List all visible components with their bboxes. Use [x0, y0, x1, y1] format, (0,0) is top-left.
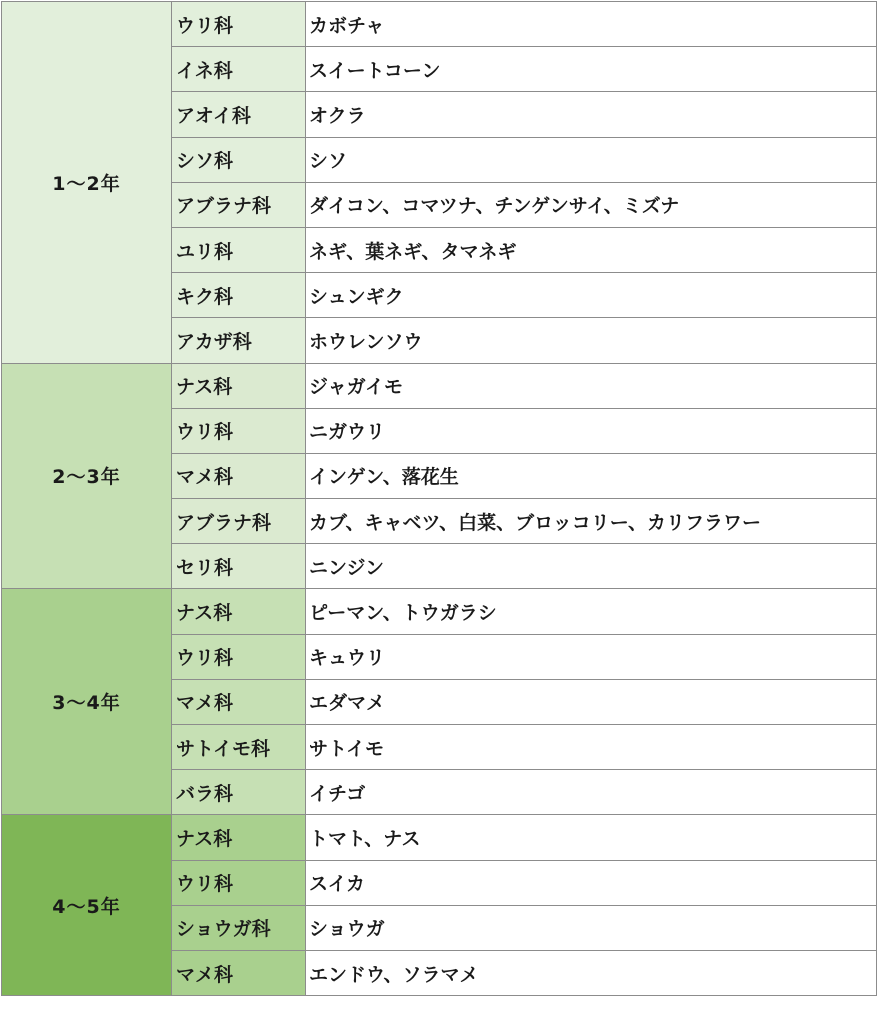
- vegetables-cell: シュンギク: [306, 273, 877, 318]
- plant-family-cell: ウリ科: [172, 408, 306, 453]
- vegetables-cell: スイートコーン: [306, 47, 877, 92]
- table-row: [2, 589, 877, 634]
- vegetables-cell: ニンジン: [306, 544, 877, 589]
- plant-family-cell: ナス科: [172, 815, 306, 860]
- vegetables-cell: ホウレンソウ: [306, 318, 877, 363]
- vegetables-cell: カボチャ: [306, 2, 877, 47]
- vegetables-cell: ニガウリ: [306, 408, 877, 453]
- plant-family-cell: ウリ科: [172, 2, 306, 47]
- plant-family-cell: マメ科: [172, 950, 306, 995]
- vegetables-cell: インゲン、落花生: [306, 453, 877, 498]
- vegetables-cell: キュウリ: [306, 634, 877, 679]
- plant-family-cell: シソ科: [172, 137, 306, 182]
- crop-rotation-table: [1, 1, 877, 996]
- vegetables-cell: スイカ: [306, 860, 877, 905]
- plant-family-cell: アカザ科: [172, 318, 306, 363]
- rotation-period-cell: 3～4年: [2, 589, 172, 815]
- vegetables-cell: イチゴ: [306, 770, 877, 815]
- vegetables-cell: ジャガイモ: [306, 363, 877, 408]
- table-row: [2, 2, 877, 47]
- plant-family-cell: アブラナ科: [172, 499, 306, 544]
- vegetables-cell: トマト、ナス: [306, 815, 877, 860]
- plant-family-cell: ナス科: [172, 363, 306, 408]
- vegetables-cell: シソ: [306, 137, 877, 182]
- plant-family-cell: ウリ科: [172, 634, 306, 679]
- plant-family-cell: ウリ科: [172, 860, 306, 905]
- vegetables-cell: ピーマン、トウガラシ: [306, 589, 877, 634]
- plant-family-cell: ユリ科: [172, 227, 306, 272]
- plant-family-cell: イネ科: [172, 47, 306, 92]
- vegetables-cell: オクラ: [306, 92, 877, 137]
- plant-family-cell: セリ科: [172, 544, 306, 589]
- plant-family-cell: ナス科: [172, 589, 306, 634]
- plant-family-cell: マメ科: [172, 679, 306, 724]
- rotation-period-cell: 2～3年: [2, 363, 172, 589]
- vegetables-cell: ショウガ: [306, 905, 877, 950]
- plant-family-cell: キク科: [172, 273, 306, 318]
- vegetables-cell: エダマメ: [306, 679, 877, 724]
- vegetables-cell: ネギ、葉ネギ、タマネギ: [306, 227, 877, 272]
- rotation-period-cell: 4～5年: [2, 815, 172, 996]
- rotation-period-cell: 1～2年: [2, 2, 172, 364]
- table-row: [2, 815, 877, 860]
- plant-family-cell: アオイ科: [172, 92, 306, 137]
- vegetables-cell: ダイコン、コマツナ、チンゲンサイ、ミズナ: [306, 182, 877, 227]
- plant-family-cell: サトイモ科: [172, 725, 306, 770]
- table-body: [2, 2, 877, 996]
- plant-family-cell: マメ科: [172, 453, 306, 498]
- plant-family-cell: アブラナ科: [172, 182, 306, 227]
- plant-family-cell: バラ科: [172, 770, 306, 815]
- vegetables-cell: カブ、キャベツ、白菜、ブロッコリー、カリフラワー: [306, 499, 877, 544]
- table-row: [2, 363, 877, 408]
- vegetables-cell: エンドウ、ソラマメ: [306, 950, 877, 995]
- vegetables-cell: サトイモ: [306, 725, 877, 770]
- plant-family-cell: ショウガ科: [172, 905, 306, 950]
